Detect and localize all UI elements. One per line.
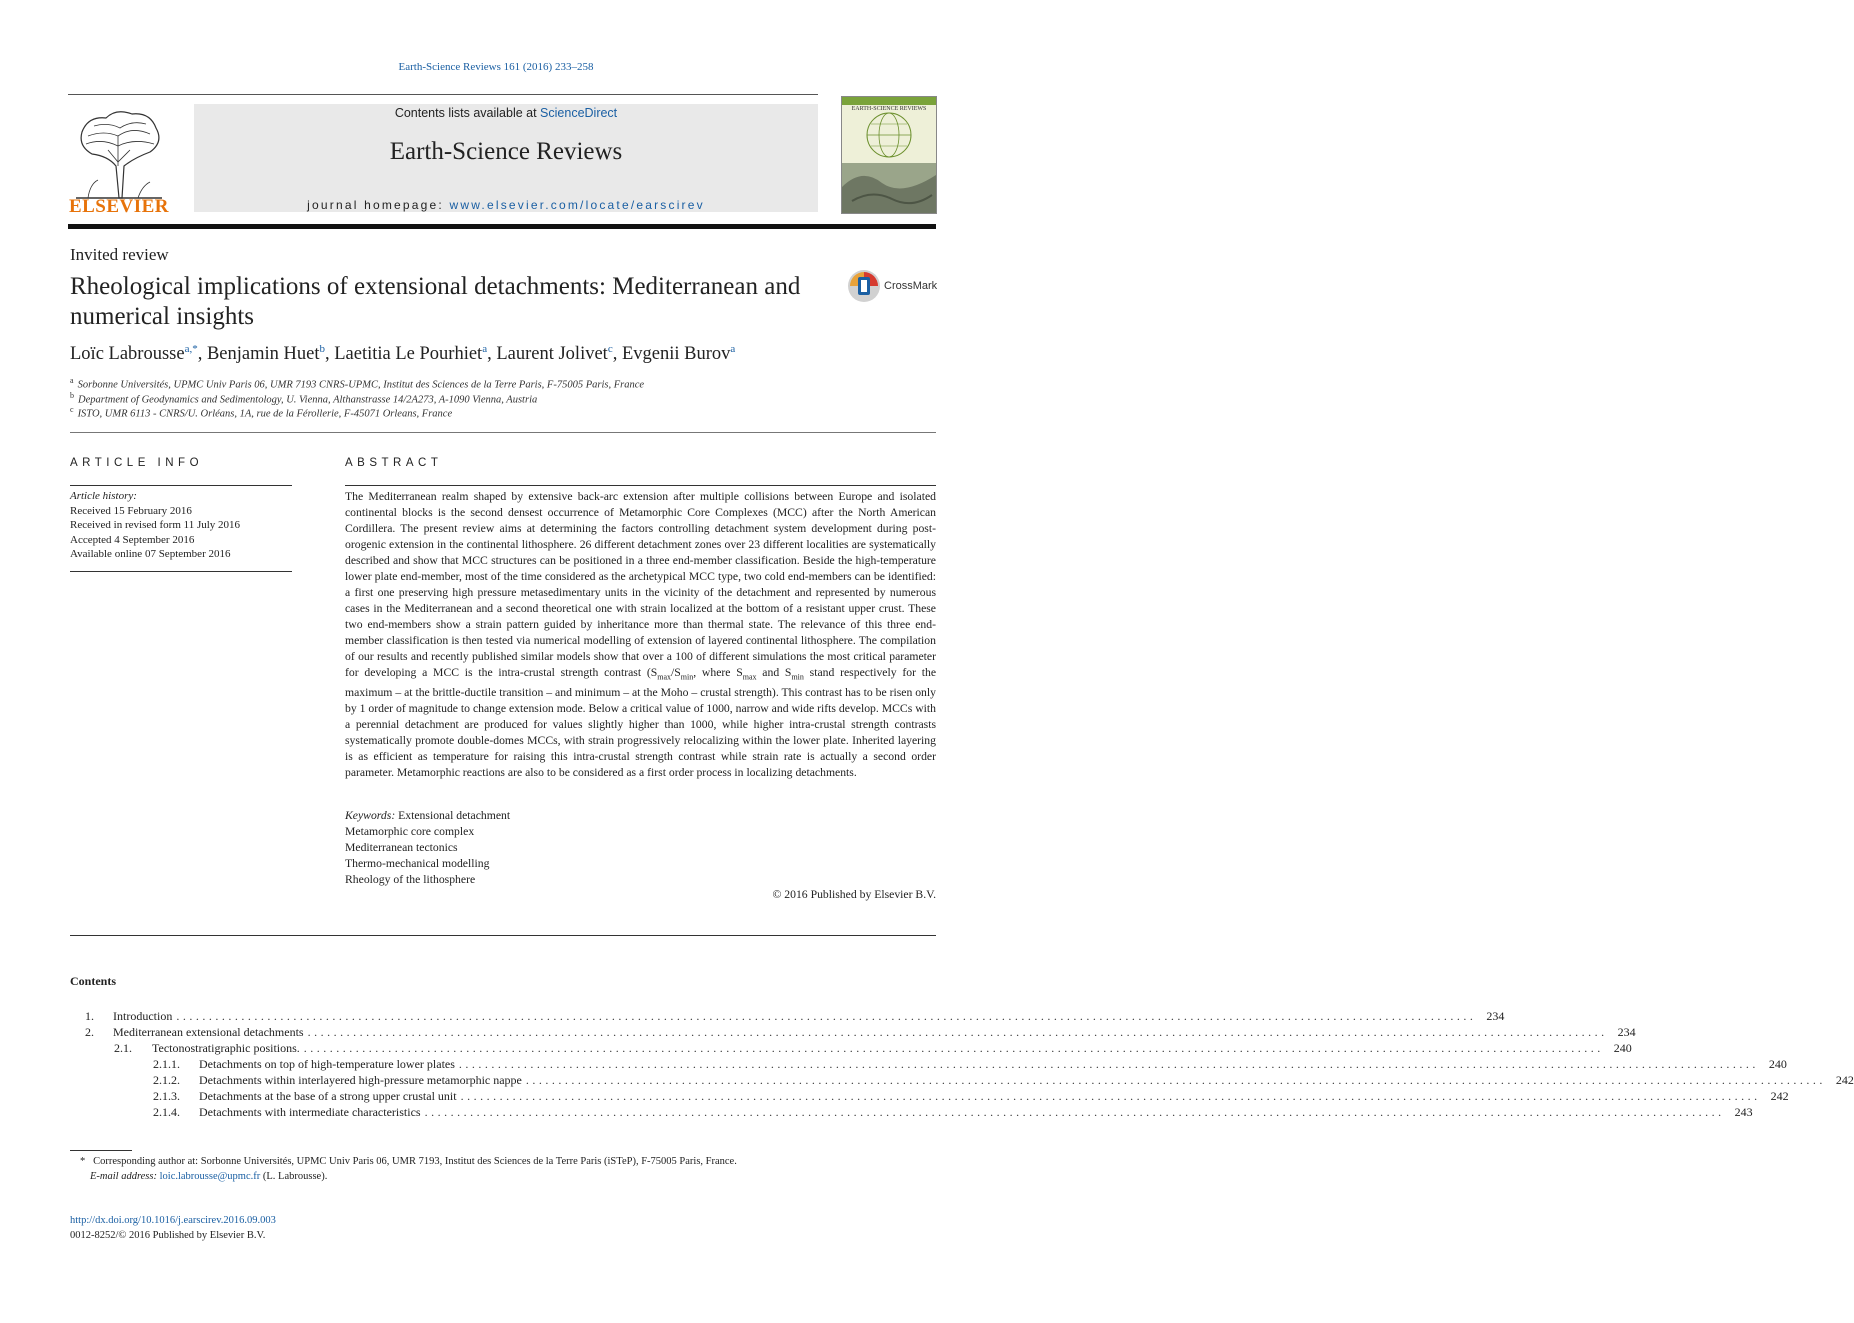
toc-entry[interactable]: [70, 1088, 1789, 1104]
doi-link[interactable]: http://dx.doi.org/10.1016/j.earscirev.2016.09.003: [70, 1215, 276, 1226]
author-name[interactable]: Laetitia Le Pourhiet: [334, 344, 483, 365]
abstract-body: [345, 489, 936, 781]
journal-cover-thumbnail[interactable]: [841, 96, 937, 214]
crossmark-icon: [846, 268, 882, 304]
history-revised: Received in revised form 11 July 2016: [70, 519, 241, 531]
journal-title: Earth-Science Reviews: [389, 138, 623, 165]
article-title: Rheological implications of extensional detachments: Mediterranean and numerical insights: [70, 273, 801, 330]
author-list: [70, 343, 735, 365]
abstract-text-slash: /S: [671, 666, 681, 679]
toc-leader-dots: ........................................................................................................................................................................................................: [460, 1089, 1761, 1103]
toc-leader-dots: ........................................................................................................................................................................................................: [424, 1105, 1725, 1119]
history-online: Available online 07 September 2016: [70, 548, 231, 560]
toc-entry[interactable]: [70, 1008, 1505, 1024]
footnote-rule: [70, 1150, 132, 1151]
toc-entry-page: 234: [1617, 1025, 1636, 1039]
author-affiliation-marker[interactable]: a,*: [184, 343, 198, 355]
toc-leader-dots: ........................................................................................................................................................................................................: [176, 1009, 1477, 1023]
affiliation-rule: [70, 432, 936, 433]
crossmark-badge[interactable]: [846, 268, 936, 306]
contents-prefix: Contents lists available at: [394, 106, 541, 120]
email-suffix: (L. Labrousse).: [260, 1171, 328, 1182]
journal-citation[interactable]: Earth-Science Reviews 161 (2016) 233–258: [398, 61, 594, 73]
toc-entry-title[interactable]: Detachments with intermediate characteristics: [199, 1105, 421, 1119]
toc-leader-dots: ........................................................................................................................................................................................................: [525, 1073, 1826, 1087]
toc-entry-number: 2.1.2.: [153, 1073, 180, 1087]
toc-entry-number: 2.1.4.: [153, 1105, 180, 1119]
sciencedirect-link[interactable]: ScienceDirect: [540, 106, 618, 120]
keyword: Rheology of the lithosphere: [345, 873, 476, 886]
homepage-prefix: journal homepage:: [307, 198, 450, 212]
header-thick-rule: [68, 224, 936, 229]
affiliation-b: [70, 391, 537, 406]
table-of-contents: [70, 1008, 1854, 1120]
toc-entry[interactable]: [70, 1056, 1787, 1072]
toc-entry-number: 2.: [85, 1025, 94, 1039]
abstract-text-3: and S: [756, 666, 792, 679]
toc-entry[interactable]: [70, 1040, 1632, 1056]
affiliation-c: [70, 405, 452, 420]
email-label: E-mail address:: [90, 1171, 157, 1182]
subscript-min: min: [680, 672, 694, 682]
history-received: Received 15 February 2016: [70, 504, 192, 517]
affiliation-key: a: [70, 376, 74, 385]
subscript-max: max: [657, 672, 672, 682]
affiliation-a: [70, 376, 644, 391]
article-info-rule-top: [70, 485, 292, 486]
author-name[interactable]: Loïc Labrousse: [70, 344, 185, 365]
keyword: Metamorphic core complex: [345, 825, 475, 838]
toc-entry-page: 240: [1768, 1057, 1787, 1071]
keywords-block: [345, 808, 936, 888]
toc-entry-page: 234: [1486, 1009, 1505, 1023]
article-history: [70, 489, 292, 562]
author-affiliation-marker[interactable]: c: [607, 343, 613, 355]
toc-entry-title[interactable]: Detachments on top of high-temperature lower plates: [199, 1057, 455, 1071]
author-separator: ,: [324, 344, 335, 365]
subscript-min: min: [791, 672, 804, 682]
journal-cover-image: [842, 97, 936, 213]
abstract-rule: [345, 485, 936, 486]
author-name[interactable]: Evgenii Burov: [621, 344, 731, 365]
issn-line: 0012-8252/© 2016 Published by Elsevier B.V.: [70, 1230, 266, 1241]
author-affiliation-marker[interactable]: a: [730, 343, 736, 355]
author-email-link[interactable]: loic.labrousse@upmc.fr: [159, 1171, 261, 1182]
toc-entry[interactable]: [70, 1072, 1854, 1088]
article-info-heading: ARTICLE INFO: [70, 457, 204, 469]
author-separator: ,: [612, 344, 622, 365]
toc-leader-dots: ........................................................................................................................................................................................................: [458, 1057, 1759, 1071]
toc-entry-page: 240: [1613, 1041, 1632, 1055]
keyword: Thermo-mechanical modelling: [345, 857, 490, 870]
toc-leader-dots: ........................................................................................................................................................................................................: [303, 1041, 1604, 1055]
journal-homepage-link[interactable]: www.elsevier.com/locate/earscirev: [449, 198, 705, 212]
article-info-rule-bottom: [70, 571, 292, 572]
toc-entry-number: 1.: [85, 1009, 94, 1023]
cover-title: EARTH-SCIENCE REVIEWS: [851, 106, 927, 112]
header-rule: [68, 94, 818, 95]
toc-entry-title[interactable]: Detachments within interlayered high-pressure metamorphic nappe: [199, 1073, 522, 1087]
affiliation-text: Sorbonne Universités, UPMC Univ Paris 06, UMR 7193 CNRS-UPMC, Institut des Sciences de la Terre Paris, F-75005 Paris, France: [77, 379, 645, 391]
journal-homepage-line: [194, 198, 818, 212]
abstract-bottom-rule: [70, 935, 936, 936]
corresponding-author-footnote: [70, 1154, 936, 1184]
contents-heading: Contents: [70, 974, 117, 988]
author-separator: ,: [197, 344, 207, 365]
toc-entry-number: 2.1.1.: [153, 1057, 180, 1071]
corresponding-author-text: Corresponding author at: Sorbonne Universités, UPMC Univ Paris 06, UMR 7193, Institut des Sciences de la Terre Paris (iSTeP), F-75005 Paris, France.: [93, 1156, 737, 1167]
toc-leader-dots: ........................................................................................................................................................................................................: [307, 1025, 1608, 1039]
toc-entry-page: 242: [1770, 1089, 1789, 1103]
toc-entry-page: 242: [1835, 1073, 1854, 1087]
author-name[interactable]: Benjamin Huet: [206, 344, 320, 365]
keyword: Extensional detachment: [398, 809, 511, 822]
contents-available-line: [194, 106, 818, 120]
affiliation-text: Department of Geodynamics and Sedimentology, U. Vienna, Althanstrasse 14/2A273, A-1090 Vienna, Austria: [78, 394, 538, 406]
toc-entry-title[interactable]: Mediterranean extensional detachments: [113, 1025, 304, 1039]
author-separator: ,: [487, 344, 497, 365]
author-affiliation-marker[interactable]: b: [319, 343, 325, 355]
history-accepted: Accepted 4 September 2016: [70, 533, 195, 546]
abstract-text-4: stand respectively for the maximum – at the brittle-ductile transition – and minimum – at the Moho – crustal strength). This contrast has to be risen only by 1 order of magnitude to change extension mode. Below a critical value of 1000, narrow and wide rifts develop. MCCs with a perennial detachment are produced for values slightly higher than 1000, while higher intra-crustal strength contrasts systematically promote double-domes MCCs, with strain progressively relocalizing within the lower plate. Inherited layering is as efficient as temperature for raising this intra-crustal strength contrast while strain rate is actually a second order parameter. Metamorphic reactions are also to be considered as a first order process in localizing detachments.: [345, 666, 937, 780]
toc-entry-page: 243: [1734, 1105, 1753, 1119]
toc-entry-number: 2.1.: [114, 1041, 132, 1055]
elsevier-wordmark: ELSEVIER: [68, 196, 170, 217]
affiliation-text: ISTO, UMR 6113 - CNRS/U. Orléans, 1A, rue de la Férollerie, F-45071 Orleans, France: [77, 408, 453, 420]
copyright-notice: © 2016 Published by Elsevier B.V.: [772, 888, 936, 901]
abstract-text-2: , where S: [693, 666, 743, 679]
toc-entry[interactable]: [70, 1024, 1636, 1040]
keywords-label: Keywords:: [345, 809, 396, 822]
affiliation-key: b: [70, 391, 74, 400]
author-affiliation-marker[interactable]: a: [482, 343, 488, 355]
author-name[interactable]: Laurent Jolivet: [496, 344, 608, 365]
toc-entry[interactable]: [70, 1104, 1753, 1120]
crossmark-label: CrossMark: [884, 280, 938, 292]
article-type: Invited review: [70, 245, 169, 264]
abstract-text-1: The Mediterranean realm shaped by extensive back-arc extension after multiple collisions between Europe and isolated continental blocks is the second densest occurrence of Metamorphic Core Complexes (MCC) after the North American Cordillera. The present review aims at determining the factors controlling detachment system development during post-orogenic extension in the continental lithosphere. 26 different detachment zones over 23 different localities are systematically described and show that MCC structures can be positioned in a three end-member classification. Beside the high-temperature lower plate end-member, most of the time considered as the archetypical MCC type, two cold end-members can be identified: a first one preserving high pressure metasedimentary units in the vicinity of the detachment and represented by numerous cases in the Mediterranean and a second theoretical one with strain localized at the bottom of a resistant upper crust. These two end-members show a strain pattern guided by inheritance more than thermal state. The relevance of this three end-member classification is then tested via numerical modelling of extension of layered continental lithosphere. The compilation of our results and recently published similar models show that over a 100 of different simulations the most critical parameter for developing a MCC is the intra-crustal strength contrast (S: [345, 490, 936, 679]
article-history-label: Article history:: [70, 490, 137, 502]
footnote-marker: *: [80, 1156, 86, 1167]
toc-entry-title[interactable]: Tectonostratigraphic positions.: [152, 1041, 300, 1055]
toc-entry-number: 2.1.3.: [153, 1089, 180, 1103]
affiliation-key: c: [70, 405, 74, 414]
subscript-max: max: [742, 672, 757, 682]
toc-entry-title[interactable]: Detachments at the base of a strong upper crustal unit: [199, 1089, 457, 1103]
keyword: Mediterranean tectonics: [345, 841, 458, 854]
toc-entry-title[interactable]: Introduction: [113, 1009, 173, 1023]
abstract-heading: ABSTRACT: [345, 457, 443, 469]
